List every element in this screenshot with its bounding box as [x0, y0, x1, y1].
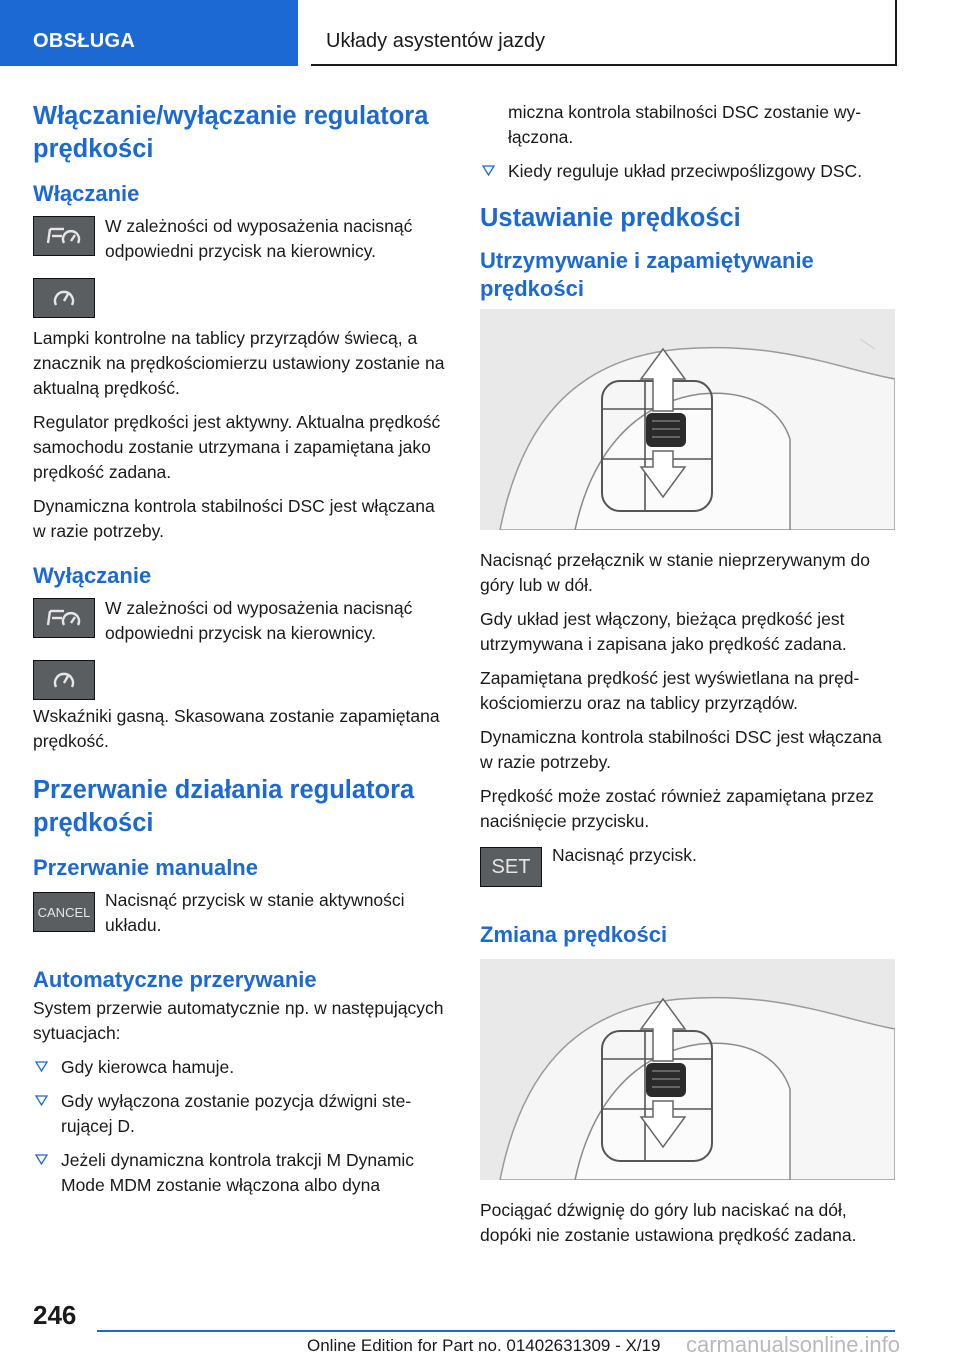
on-paragraph-2: Regulator prędkości jest aktywny. Aktualna prędkość samochodu zostanie utrzymana i zapamiętana jako prędkość zadana. — [33, 412, 441, 482]
triangle-bullet-icon — [35, 1060, 48, 1073]
heading-hold: Utrzymywanie i zapamiętywanie prędkości — [480, 248, 814, 301]
left-column — [33, 100, 448, 1207]
cruise-control-button-icon — [33, 216, 95, 256]
speedometer-icon — [49, 285, 79, 311]
footer-watermark: carmanualsonline.info — [686, 1332, 901, 1357]
speedometer-icon — [49, 667, 79, 693]
cancel-button-label: CANCEL — [37, 904, 91, 920]
hold-paragraph-5: Prędkość może zostać również zapamiętana przez naciśnięcie przycisku. — [480, 786, 874, 831]
header-section-tab — [0, 0, 298, 66]
speed-limiter-off-button-icon — [33, 660, 95, 700]
header-section-label: OBSŁUGA — [33, 30, 136, 52]
continued-text: miczna kontrola stabilności DSC zostanie wyłączona. — [508, 102, 862, 147]
steering-wheel-photo — [480, 309, 895, 530]
header-chapter-box — [311, 0, 897, 66]
heading-change: Zmiana prędkości — [480, 922, 668, 947]
page-number: 246 — [33, 1300, 77, 1330]
bullet-item — [33, 1089, 448, 1139]
hold-paragraph-1: Nacisnąć przełącznik w stanie nieprzerywanym do góry lub w dół. — [480, 550, 871, 595]
steering-wheel-photo-2 — [480, 959, 895, 1180]
set-button-row — [480, 843, 895, 899]
triangle-bullet-icon — [35, 1094, 48, 1107]
cancel-button-icon — [33, 892, 95, 932]
hold-paragraph-2: Gdy układ jest włączony, bieżąca prędkość jest utrzymywana i zapisana jako prędkość zadana. — [480, 609, 847, 654]
steering-switch-up-down-illustration — [480, 309, 895, 530]
bullet-text: Kiedy reguluje układ przeciwpoślizgowy DSC. — [508, 161, 863, 181]
cruise-control-icon — [44, 223, 84, 249]
cancel-button-row — [33, 888, 448, 948]
triangle-bullet-icon — [482, 164, 495, 177]
cruise-control-icon — [44, 605, 84, 631]
section-title-toggle: Włączanie/wyłączanie regulatora prędkości — [33, 102, 429, 163]
footer-edition: Online Edition for Part no. 01402631309 - X/19 — [307, 1336, 661, 1355]
triangle-bullet-icon — [35, 1153, 48, 1166]
off-button-description: W zależności od wyposażenia nacisnąć odpowiedni przycisk na kierownicy. — [105, 598, 413, 643]
speed-limiter-button-icon — [33, 278, 95, 318]
change-paragraph-1: Pociągać dźwignię do góry lub naciskać na dół, dopóki nie zostanie ustawiona prędkość zadana. — [480, 1200, 857, 1245]
on-paragraph-1: Lampki kontrolne na tablicy przyrządów świecą, a znacznik na prędkościomierzu ustawiony zostanie na aktualną prędkość. — [33, 328, 445, 398]
set-button-icon — [480, 847, 542, 887]
bullet-text: Jeżeli dynamiczna kontrola trakcji M Dynamic Mode MDM zostanie włączona albo dyna — [61, 1150, 415, 1195]
manual-description: Nacisnąć przycisk w stanie aktywności układu. — [105, 890, 405, 935]
heading-on: Włączanie — [33, 181, 140, 206]
section-title-set-speed: Ustawianie prędkości — [480, 204, 741, 232]
heading-auto: Automatyczne przerywanie — [33, 967, 317, 992]
bullet-text: Gdy wyłączona zostanie pozycja dźwigni sterującej D. — [61, 1091, 412, 1136]
bullet-item — [33, 1055, 448, 1080]
header-chapter-label: Układy asystentów jazdy — [326, 30, 545, 52]
hold-paragraph-3: Zapamiętana prędkość jest wyświetlana na prędkościomierzu oraz na tablicy przyrządów. — [480, 668, 860, 713]
section-title-interrupt: Przerwanie działania regulatora prędkości — [33, 776, 415, 837]
right-column — [480, 100, 895, 1257]
set-description: Nacisnąć przycisk. — [552, 845, 697, 865]
on-paragraph-3: Dynamiczna kontrola stabilności DSC jest włączana w razie potrzeby. — [33, 496, 435, 541]
on-button-row — [33, 214, 448, 326]
hold-paragraph-4: Dynamiczna kontrola stabilności DSC jest włączana w razie potrzeby. — [480, 727, 882, 772]
bullet-item — [33, 1148, 448, 1198]
on-button-description: W zależności od wyposażenia nacisnąć odpowiedni przycisk na kierownicy. — [105, 216, 413, 261]
set-button-label: SET — [491, 855, 531, 878]
heading-off: Wyłączanie — [33, 563, 152, 588]
cruise-control-off-button-icon — [33, 598, 95, 638]
steering-switch-up-down-illustration — [480, 959, 895, 1180]
bullet-item — [480, 159, 895, 184]
off-paragraph-1: Wskaźniki gasną. Skasowana zostanie zapamiętana prędkość. — [33, 706, 440, 751]
off-button-row — [33, 596, 448, 704]
auto-intro: System przerwie automatycznie np. w następujących sytuacjach: — [33, 998, 444, 1043]
bullet-text: Gdy kierowca hamuje. — [61, 1057, 235, 1077]
heading-manual: Przerwanie manualne — [33, 855, 258, 880]
